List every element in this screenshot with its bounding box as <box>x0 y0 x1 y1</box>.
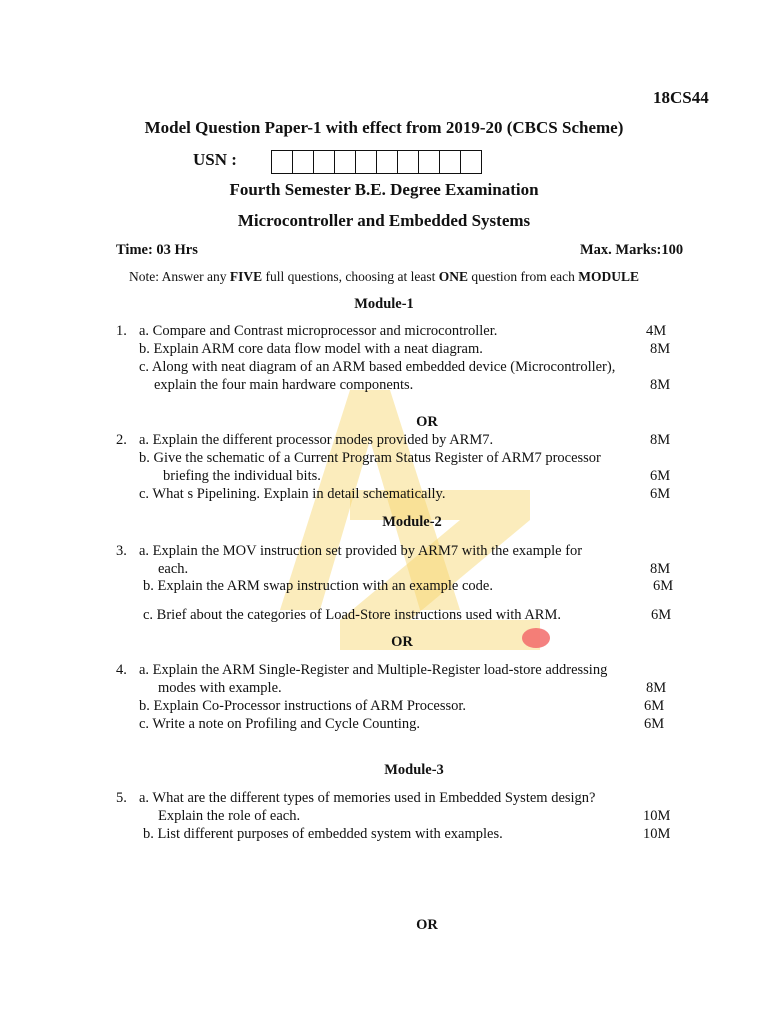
question-1a-text: a. Compare and Contrast microprocessor and microcontroller. <box>139 323 498 339</box>
or-divider-1: OR <box>416 414 438 430</box>
question-3b-text: b. Explain the ARM swap instruction with an example code. <box>143 578 493 594</box>
question-5b-text: b. List different purposes of embedded system with examples. <box>143 826 503 842</box>
usn-cell[interactable] <box>271 150 293 174</box>
question-2b-text-line1: b. Give the schematic of a Current Program Status Register of ARM7 processor <box>139 450 601 466</box>
usn-cell[interactable] <box>292 150 314 174</box>
question-4c-text: c. Write a note on Profiling and Cycle Counting. <box>139 716 421 732</box>
usn-cell[interactable] <box>460 150 482 174</box>
question-3a-marks: 8M <box>650 561 671 577</box>
question-5a-text-line1: a. What are the different types of memories used in Embedded System design? <box>139 790 596 806</box>
question-4b-marks: 6M <box>644 698 665 714</box>
question-1-number: 1. <box>116 323 127 339</box>
or-divider-2: OR <box>391 634 413 650</box>
question-2-number: 2. <box>116 432 127 448</box>
note-module: MODULE <box>578 269 639 284</box>
question-2b-marks: 6M <box>650 468 671 484</box>
note-five: FIVE <box>229 269 263 284</box>
usn-label: USN : <box>193 150 237 169</box>
usn-cell[interactable] <box>418 150 440 174</box>
usn-cell[interactable] <box>355 150 377 174</box>
max-marks-label: Max. Marks:100 <box>580 242 684 258</box>
module-3-heading: Module-3 <box>384 762 444 778</box>
note-suffix: question from each <box>468 269 579 284</box>
question-4a-text-line2: modes with example. <box>158 680 282 696</box>
question-2a-marks: 8M <box>650 432 671 448</box>
exam-title: Fourth Semester B.E. Degree Examination <box>229 180 539 199</box>
module-1-heading: Module-1 <box>354 296 414 312</box>
time-label: Time: 03 Hrs <box>116 242 198 258</box>
note-middle: full questions, choosing at least <box>262 269 439 284</box>
paper-title: Model Question Paper-1 with effect from 2019-20 (CBCS Scheme) <box>144 118 624 137</box>
question-1c-marks: 8M <box>650 377 671 393</box>
question-2b-text-line2: briefing the individual bits. <box>163 468 321 484</box>
question-4c-marks: 6M <box>644 716 665 732</box>
question-3a-text-line1: a. Explain the MOV instruction set provided by ARM7 with the example for <box>139 543 583 559</box>
question-4a-text-line1: a. Explain the ARM Single-Register and Multiple-Register load-store addressing <box>139 662 608 678</box>
question-4b-text: b. Explain Co-Processor instructions of ARM Processor. <box>139 698 467 714</box>
question-3b-marks: 6M <box>653 578 674 594</box>
instructions-note <box>0 269 768 285</box>
question-2c-text: c. What s Pipelining. Explain in detail schematically. <box>139 486 446 502</box>
question-1a-marks: 4M <box>646 323 667 339</box>
note-prefix: Note: Answer any <box>129 269 230 284</box>
usn-input-boxes[interactable] <box>272 150 482 174</box>
question-4-number: 4. <box>116 662 127 678</box>
usn-cell[interactable] <box>334 150 356 174</box>
question-1c-text-line2: explain the four main hardware components. <box>154 377 414 393</box>
usn-cell[interactable] <box>313 150 335 174</box>
usn-cell[interactable] <box>376 150 398 174</box>
question-1c-text-line1: c. Along with neat diagram of an ARM based embedded device (Microcontroller), <box>139 359 616 375</box>
question-1b-marks: 8M <box>650 341 671 357</box>
note-one: ONE <box>438 269 469 284</box>
question-3-number: 3. <box>116 543 127 559</box>
question-2a-text: a. Explain the different processor modes provided by ARM7. <box>139 432 494 448</box>
question-5a-text-line2: Explain the role of each. <box>158 808 301 824</box>
or-divider-3: OR <box>416 917 438 933</box>
question-1b-text: b. Explain ARM core data flow model with a neat diagram. <box>139 341 483 357</box>
question-3a-text-line2: each. <box>158 561 189 577</box>
usn-cell[interactable] <box>397 150 419 174</box>
question-5a-marks: 10M <box>643 808 671 824</box>
usn-cell[interactable] <box>439 150 461 174</box>
question-4a-marks: 8M <box>646 680 667 696</box>
question-5-number: 5. <box>116 790 127 806</box>
module-2-heading: Module-2 <box>382 514 442 530</box>
subject-title: Microcontroller and Embedded Systems <box>237 211 531 230</box>
question-2c-marks: 6M <box>650 486 671 502</box>
question-3c-text: c. Brief about the categories of Load-Store instructions used with ARM. <box>143 607 561 623</box>
question-5b-marks: 10M <box>643 826 671 842</box>
course-code: 18CS44 <box>653 88 709 107</box>
question-3c-marks: 6M <box>651 607 672 623</box>
